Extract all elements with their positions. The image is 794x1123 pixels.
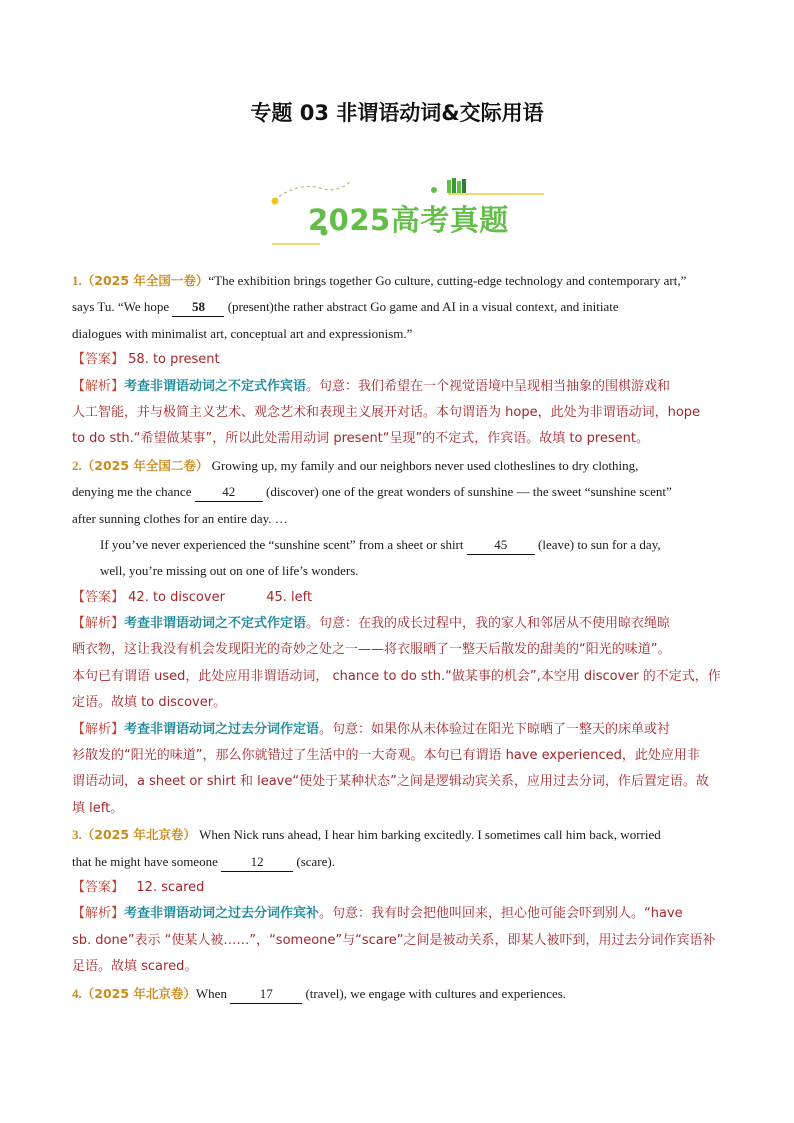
q1-line2: [72, 294, 732, 320]
q3-explain-2: sb. done”表示 “使某人被……”，“someone”与“scare”之间是被动关系，即某人被吓到，用过去分词作宾语补: [72, 932, 716, 948]
q3-source: （2025 年北京卷）: [81, 827, 196, 843]
q4-source: （2025 年北京卷）: [81, 985, 196, 1001]
q2-number: 2.: [72, 457, 82, 473]
answer-tag: 【答案】: [72, 352, 125, 368]
q1-explain-1: [72, 374, 732, 400]
q2-text: (discover) one of the great wonders of sunshine — the sweet “sunshine scent”: [262, 484, 672, 500]
explain-focus: 考查非谓语动词之不定式作宾语: [124, 378, 307, 394]
answer-blank: 12: [221, 853, 293, 872]
answer-blank: 58: [172, 298, 224, 317]
q3-explain-1: [72, 901, 732, 927]
q2-explain-b3: 谓语动词，a sheet or shirt 和 leave“使处于某种状态”之间是逻辑动宾关系，应用过去分词，作后置定语。故: [72, 774, 709, 790]
question-list: [72, 268, 732, 1007]
explain-text: 。句意：我们希望在一个视觉语境中呈现相当抽象的围棋游戏和: [306, 378, 671, 394]
books-icon: [446, 177, 468, 195]
q3-line1: [72, 822, 732, 848]
answer-tag: 【答案】: [72, 879, 125, 895]
q2-line4: [72, 532, 732, 558]
explain-focus: 考查非谓语动词之过去分词作定语: [124, 721, 320, 737]
q2-explain-a2: 晒衣物，这让我没有机会发现阳光的奇妙之处之一——将衣服晒了一整天后散发的甜美的“阳光的味道”。: [72, 642, 671, 658]
explain-tag: 【解析】: [72, 906, 125, 922]
answer-text: 58. to present: [124, 352, 220, 368]
explain-tag: 【解析】: [72, 721, 125, 737]
q2-explain-a1: [72, 611, 732, 637]
q2-answer: [72, 585, 732, 611]
answer-text: 12. scared: [124, 879, 205, 895]
q2-line2: [72, 479, 732, 505]
q1-explain-2: 人工智能，并与极简主义艺术、观念艺术和表现主义展开对话。本句谓语为 hope，此处为非谓语动词，hope: [72, 404, 701, 420]
answer-blank: 45: [467, 536, 535, 555]
explain-text: 。句意：我有时会把他叫回来，担心他可能会吓到别人。“have: [319, 906, 683, 922]
explain-tag: 【解析】: [72, 378, 125, 394]
explain-tag: 【解析】: [72, 616, 125, 632]
q3-answer: [72, 875, 732, 901]
q1-answer: [72, 347, 732, 373]
q3-explain-3: 足语。故填 scared。: [72, 959, 198, 975]
q4-number: 4.: [72, 985, 82, 1001]
q4-text: (travel), we engage with cultures and experiences.: [302, 985, 567, 1001]
q3-text: (scare).: [293, 853, 335, 869]
q1-line3: dialogues with minimalist art, conceptual art and expressionism.”: [72, 325, 413, 341]
q2-explain-b1: [72, 717, 732, 743]
q2-explain-b4: 填 left。: [72, 800, 124, 816]
q1-text: “The exhibition brings together Go culture, cutting-edge technology and contemporary art,”: [208, 273, 687, 288]
q1-line1: [72, 268, 732, 294]
q1-text: says Tu. “We hope: [72, 299, 173, 315]
explain-text: 。句意：如果你从未体验过在阳光下晾晒了一整天的床单或衬: [319, 721, 671, 737]
banner-title: 2025高考真题: [308, 203, 509, 237]
q2-explain-b2: 衫散发的“阳光的味道”，那么你就错过了生活中的一大奇观。本句已有谓语 have experienced，此处应用非: [72, 748, 700, 764]
q3-text: When Nick runs ahead, I hear him barking excitedly. I sometimes call him back, worried: [195, 827, 661, 843]
q2-text: If you’ve never experienced the “sunshine scent” from a sheet or shirt: [100, 536, 467, 552]
q2-line1: [72, 453, 732, 479]
q2-explain-a3: 本句已有谓语 used，此处应用非谓语动词， chance to do sth.“做某事的机会”,本空用 discover 的不定式，作: [72, 668, 721, 684]
q2-text: (leave) to sun for a day,: [534, 536, 661, 552]
answer-text: 42. to discover 45. left: [124, 589, 313, 605]
page-title: 专题 03 非谓语动词&交际用语: [250, 101, 544, 125]
explain-focus: 考查非谓语动词之过去分词作宾补: [124, 906, 320, 922]
q4-line1: [72, 981, 732, 1007]
q2-text: denying me the chance: [72, 484, 195, 500]
q2-source: （2025 年全国二卷）: [81, 457, 209, 473]
q2-line3: after sunning clothes for an entire day. …: [72, 510, 288, 526]
banner: [268, 172, 548, 248]
q1-source: （2025 年全国一卷）: [81, 273, 209, 288]
explain-text: 。句意：在我的成长过程中，我的家人和邻居从不使用晾衣绳晾: [306, 616, 671, 632]
q3-number: 3.: [72, 827, 82, 843]
answer-tag: 【答案】: [72, 589, 125, 605]
explain-focus: 考查非谓语动词之不定式作定语: [124, 616, 307, 632]
q4-text: When: [195, 985, 231, 1001]
q2-line5: well, you’re missing out on one of life’s wonders.: [100, 563, 359, 579]
answer-blank: 42: [195, 483, 263, 502]
q1-number: 1.: [72, 273, 82, 288]
q2-explain-a4: 定语。故填 to discover。: [72, 695, 227, 711]
q1-explain-3: to do sth.“希望做某事”，所以此处需用动词 present“呈现”的不定式，作宾语。故填 to present。: [72, 431, 649, 447]
answer-blank: 17: [230, 985, 302, 1004]
q1-text: (present)the rather abstract Go game and AI in a visual context, and initiate: [224, 299, 619, 315]
q3-line2: [72, 849, 732, 875]
q3-text: that he might have someone: [72, 853, 222, 869]
q2-text: Growing up, my family and our neighbors never used clotheslines to dry clothing,: [208, 457, 639, 473]
